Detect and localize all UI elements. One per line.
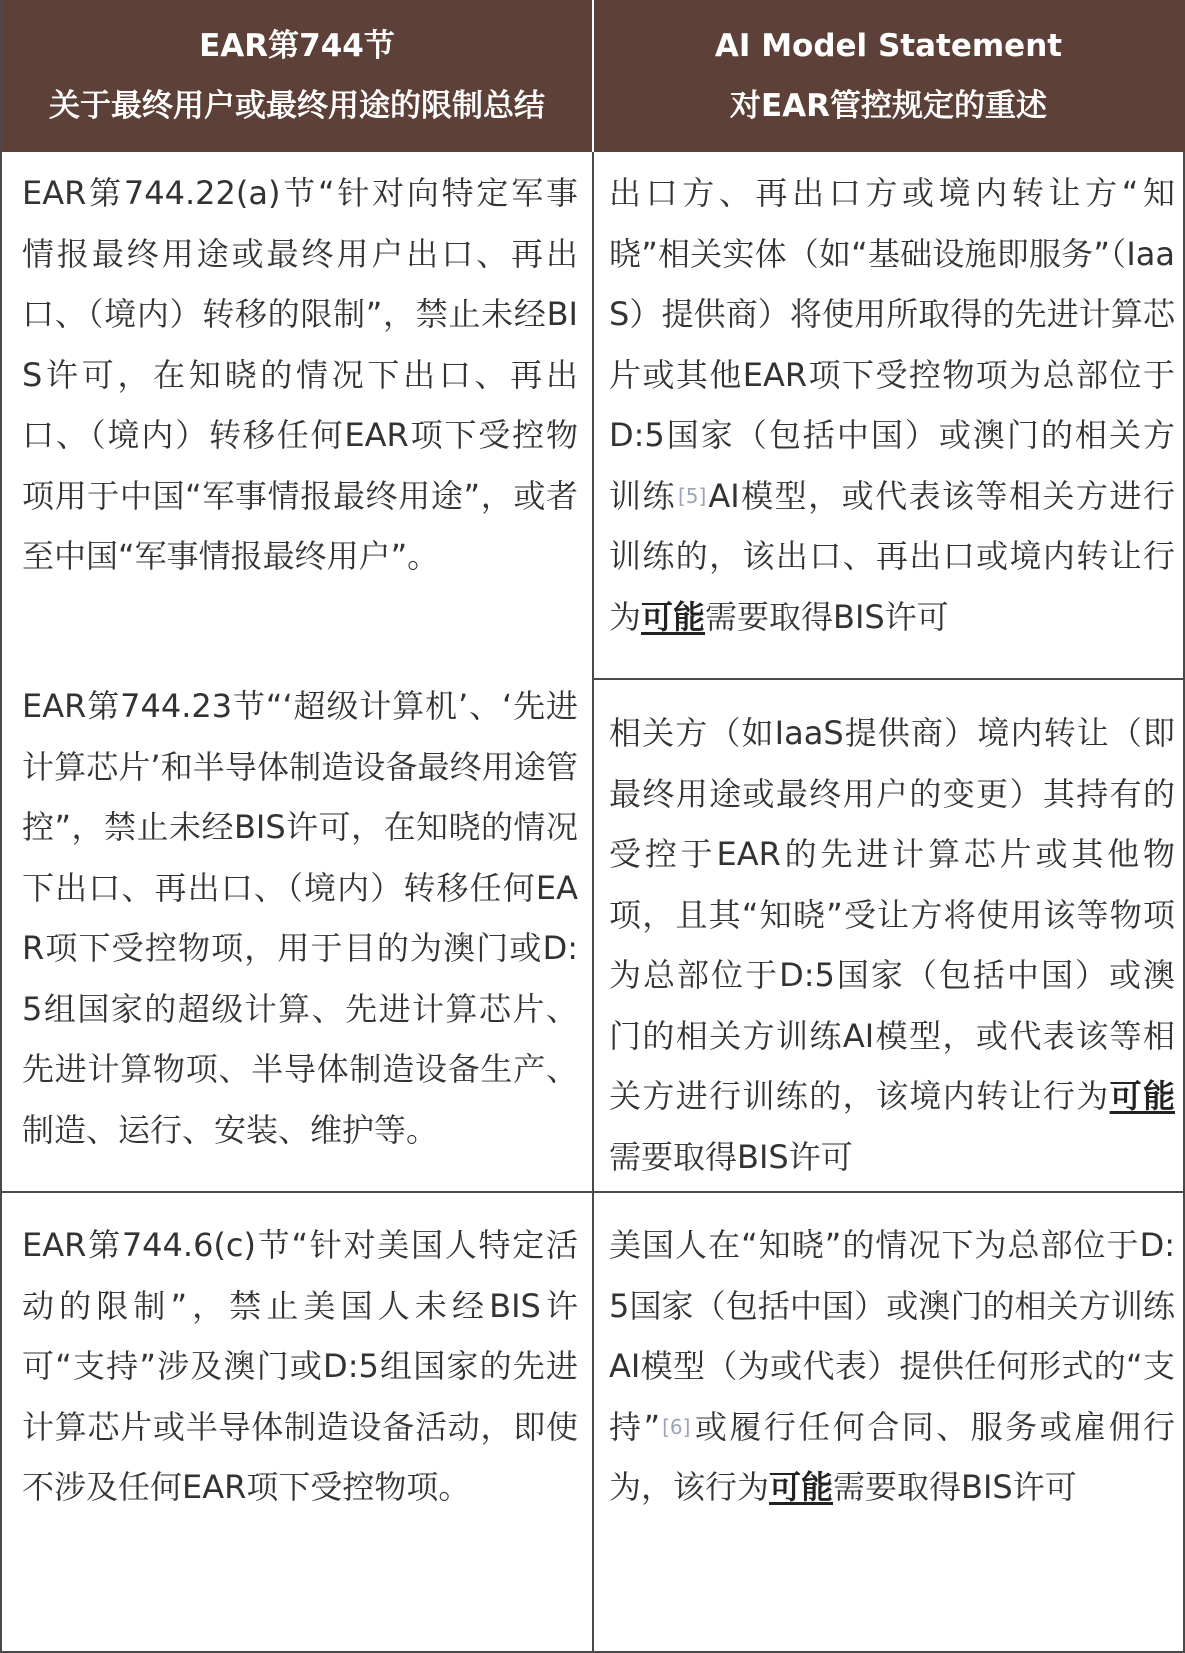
row2-right-text-part1: 相关方（如IaaS提供商）境内转让（即最终用途或最终用户的变更）其持有的受控于EAR的先进计算芯片或其他物项，且其“知晓”受让方将使用该等物项为总部位于D:5国家（包括中国）或澳门的相关方训练AI模型，或代表该等相关方进行训练的，该境内转让行为: [609, 714, 1175, 1115]
row2-left-text: EAR第744.23节“‘超级计算机’、‘先进计算芯片’和半导体制造设备最终用途管控”，禁止未经BIS许可，在知晓的情况下出口、再出口、（境内）转移任何EAR项下受控物项，用于目的为澳门或D:5组国家的超级计算、先进计算芯片、先进计算物项、半导体制造设备生产、制造、运行、安装、维护等。: [22, 687, 578, 1149]
row2-bottom-border: [2, 1191, 1185, 1193]
row1-right-cell: [609, 163, 1175, 647]
row2-right-text-part2: 需要取得BIS许可: [609, 1137, 853, 1176]
footnote-ref-5[interactable]: [5]: [677, 483, 707, 508]
table-header: [2, 0, 1185, 152]
row2-right-cell: [609, 703, 1175, 1187]
row3-right-text-part3: 需要取得BIS许可: [833, 1468, 1077, 1506]
row3-right-cell: [609, 1215, 1175, 1518]
header-cell-ear-section: [2, 0, 592, 152]
header-right-line1: AI Model Statement: [714, 28, 1063, 64]
header-right-line2: 对EAR管控规定的重述: [729, 88, 1048, 124]
row3-right-text-part2: 或履行任何合同、服务或雇佣行为，该行为: [609, 1407, 1175, 1506]
row1-emphasis: 可能: [641, 597, 706, 636]
row3-left-text: EAR第744.6(c)节“针对美国人特定活动的限制”，禁止美国人未经BIS许可“支持”涉及澳门或D:5组国家的先进计算芯片或半导体制造设备活动，即使不涉及任何EAR项下受控物项。: [22, 1226, 578, 1506]
row2-emphasis: 可能: [1109, 1077, 1175, 1115]
row1-right-text-part2: AI模型，或代表该等相关方进行训练的，该出口、再出口或境内转让行为: [609, 476, 1175, 636]
row3-right-text-part1: 美国人在“知晓”的情况下为总部位于D:5国家（包括中国）或澳门的相关方训练AI模型（为或代表）提供任何形式的“支持”: [609, 1226, 1175, 1446]
header-left-line2: 关于最终用户或最终用途的限制总结: [49, 88, 545, 124]
row2-left-cell: [22, 676, 578, 1160]
column-divider: [592, 152, 594, 1653]
row1-left-cell: [22, 163, 578, 587]
row1-left-text: EAR第744.22(a)节“针对向特定军事情报最终用途或最终用户出口、再出口、（境内）转移的限制”，禁止未经BIS许可，在知晓的情况下出口、再出口、（境内）转移任何EAR项下受控物项用于中国“军事情报最终用途”，或者至中国“军事情报最终用户”。: [22, 174, 578, 575]
header-left-line1: EAR第744节: [199, 28, 395, 64]
footnote-ref-6[interactable]: [6]: [662, 1414, 691, 1439]
header-cell-ai-model-statement: [594, 0, 1183, 152]
row1-right-text-part1: 出口方、再出口方或境内转让方“知晓”相关实体（如“基础设施即服务”（IaaS）提供商）将使用所取得的先进计算芯片或其他EAR项下受控物项为总部位于D:5国家（包括中国）或澳门的相关方训练: [609, 174, 1175, 515]
row3-emphasis: 可能: [769, 1468, 834, 1506]
row1-right-text-part3: 需要取得BIS许可: [705, 597, 949, 636]
row1-right-bottom-border: [594, 678, 1185, 680]
row3-left-cell: [22, 1215, 578, 1518]
